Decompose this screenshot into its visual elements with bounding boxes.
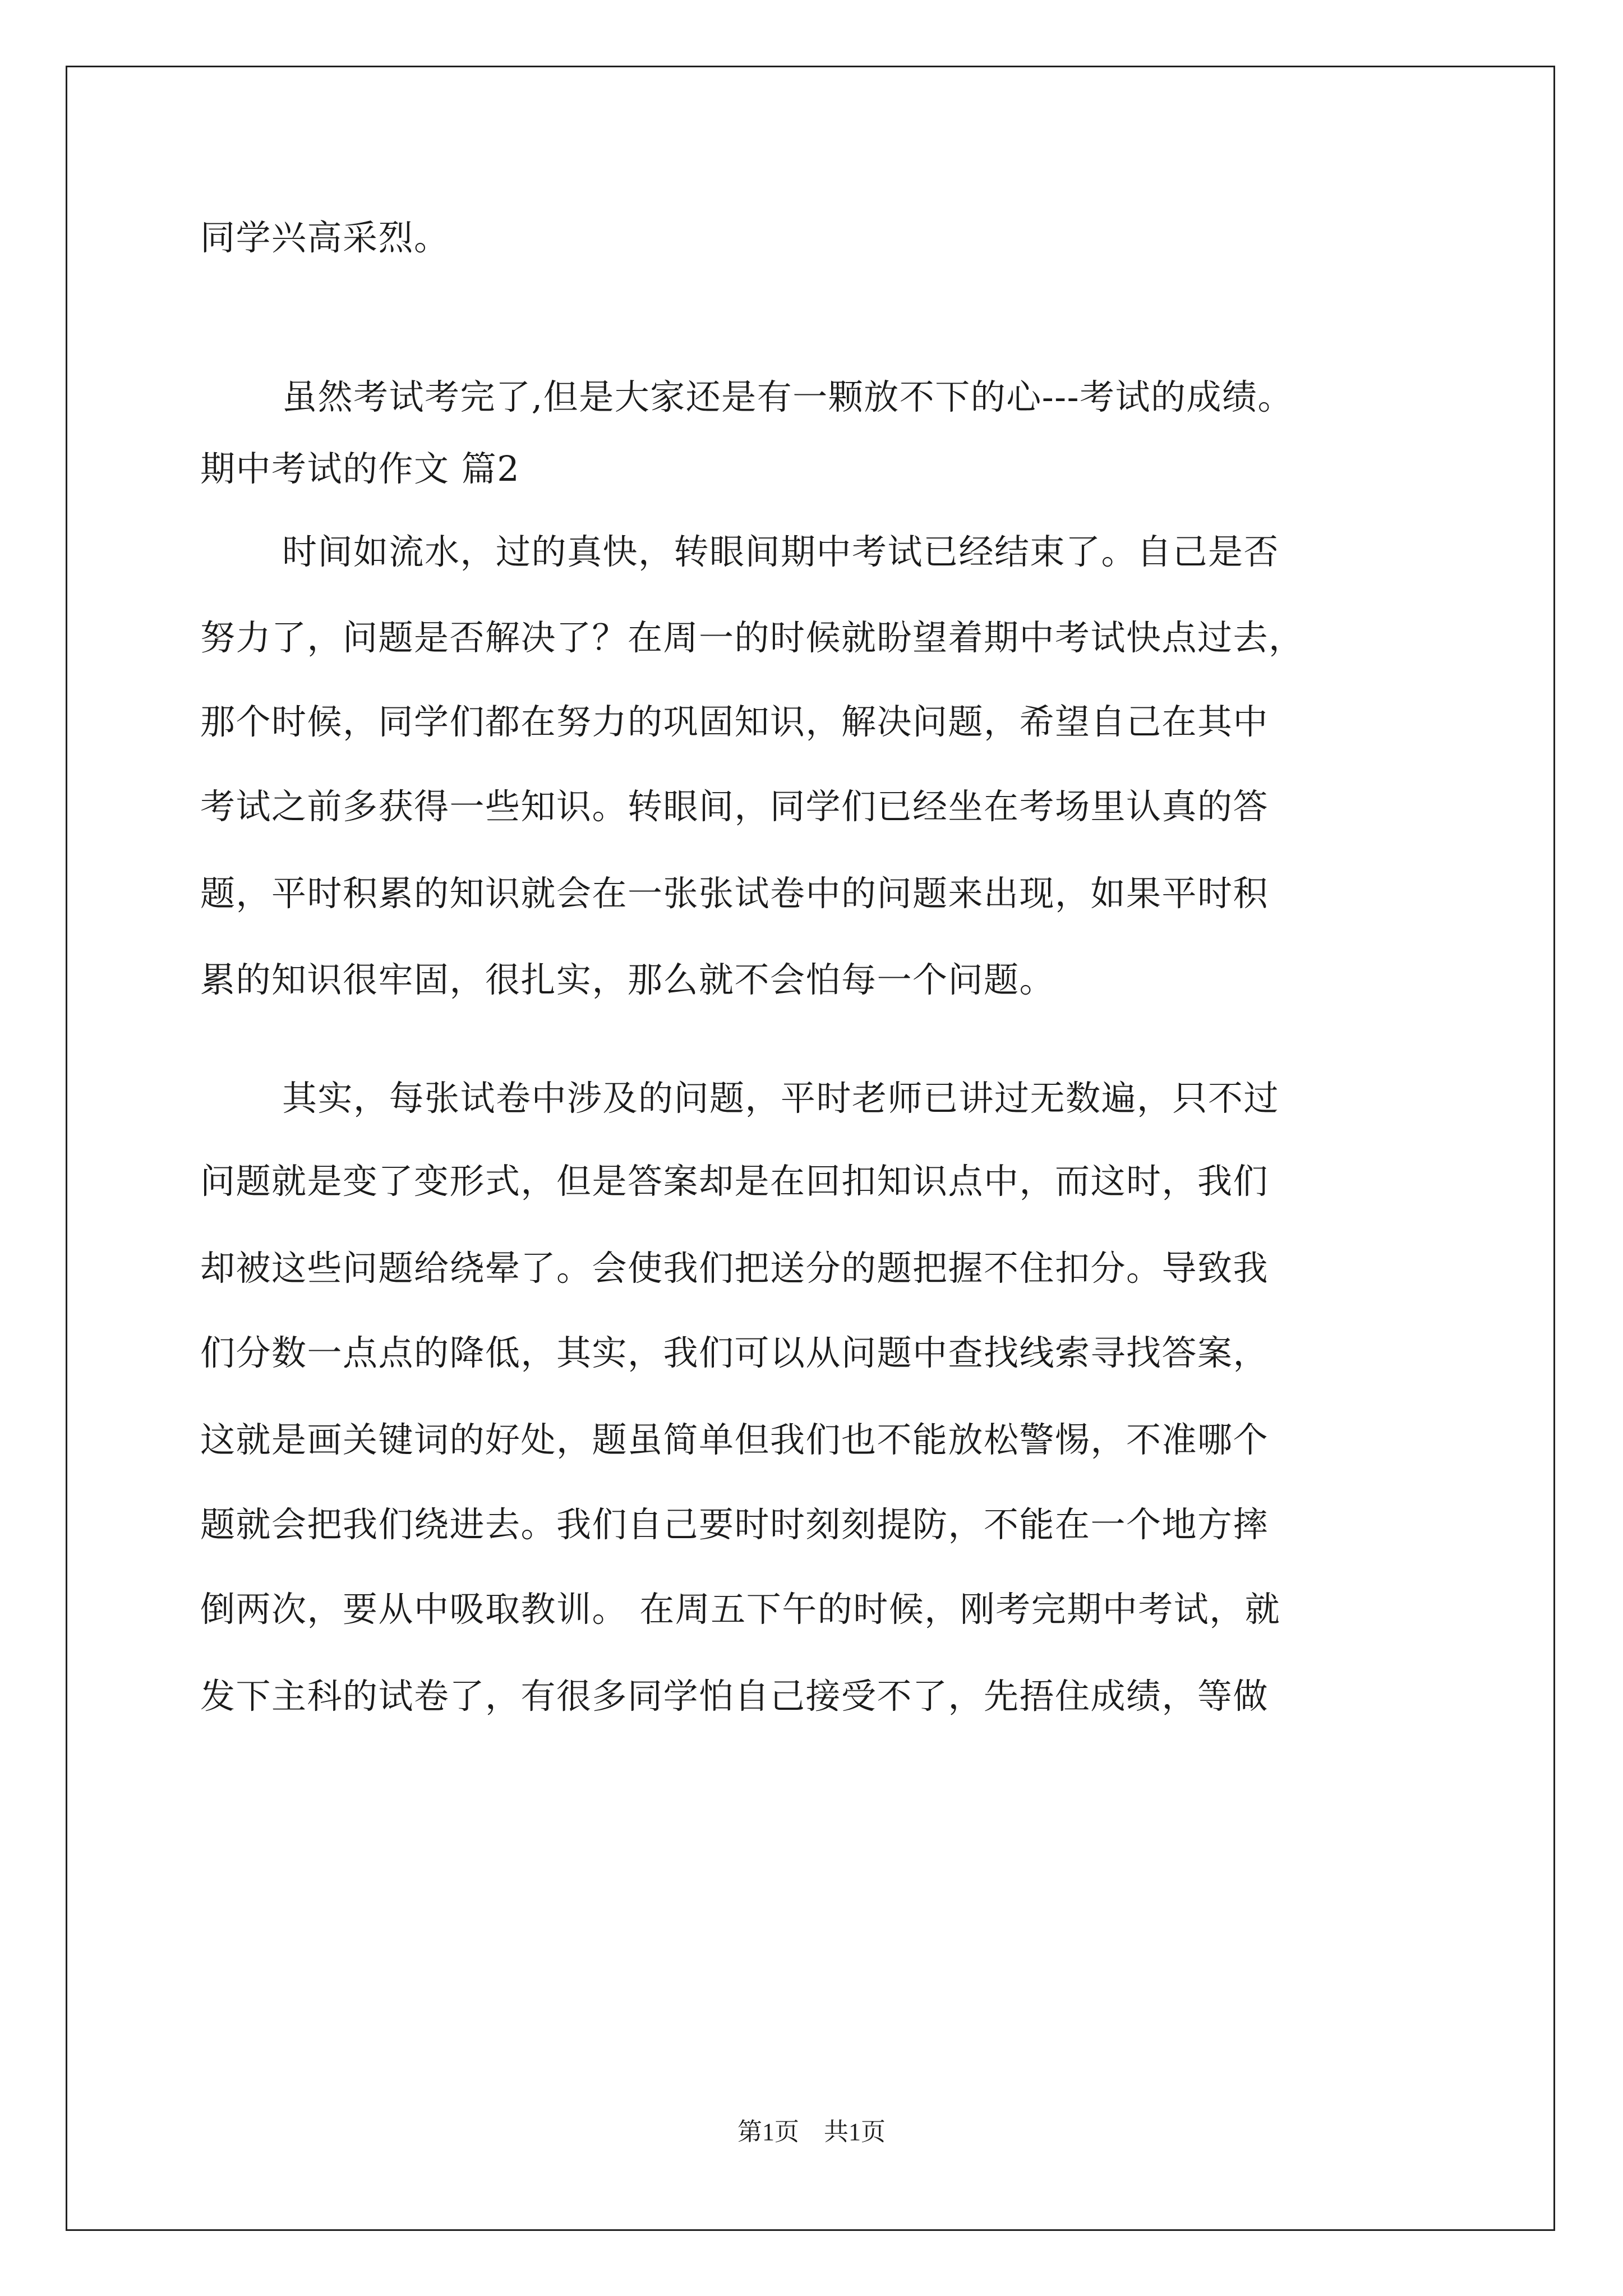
body-line-6: 考试之前多获得一些知识。转眼间，同学们已经坐在考场里认真的答 — [200, 786, 1269, 827]
body-line-15: 倒两次，要从中吸取教训。 在周五下午的时候，刚考完期中考试，就 — [200, 1589, 1281, 1630]
body-line-8: 累的知识很牢固，很扎实，那么就不会怕每一个问题。 — [200, 959, 1055, 1000]
body-line-7: 题，平时积累的知识就会在一张张试卷中的问题来出现，如果平时积 — [200, 873, 1269, 914]
body-line-4: 努力了，问题是否解决了？在周一的时候就盼望着期中考试快点过去， — [200, 617, 1304, 658]
body-line-16: 发下主科的试卷了，有很多同学怕自己接受不了，先捂住成绩，等做 — [200, 1676, 1269, 1717]
page-footer: 第1页 共1页 — [737, 2118, 886, 2146]
body-line-9: 其实，每张试卷中涉及的问题，平时老师已讲过无数遍，只不过 — [282, 1078, 1280, 1119]
body-line-12: 们分数一点点的降低，其实，我们可以从问题中查找线索寻找答案， — [200, 1332, 1269, 1373]
body-line-5: 那个时候，同学们都在努力的巩固知识，解决问题，希望自己在其中 — [200, 701, 1269, 742]
section-heading: 期中考试的作文 篇2 — [200, 448, 520, 489]
body-line-2: 虽然考试考完了,但是大家还是有一颗放不下的心---考试的成绩。 — [282, 376, 1294, 417]
body-line-10: 问题就是变了变形式，但是答案却是在回扣知识点中，而这时，我们 — [200, 1161, 1269, 1202]
body-line-14: 题就会把我们绕进去。我们自己要时时刻刻提防，不能在一个地方摔 — [200, 1504, 1269, 1545]
body-line-1: 同学兴高采烈。 — [200, 217, 450, 258]
body-line-13: 这就是画关键词的好处，题虽简单但我们也不能放松警惕，不准哪个 — [200, 1419, 1269, 1460]
body-line-3: 时间如流水，过的真快，转眼间期中考试已经结束了。自己是否 — [282, 531, 1280, 572]
body-line-11: 却被这些问题给绕晕了。会使我们把送分的题把握不住扣分。导致我 — [200, 1248, 1269, 1289]
